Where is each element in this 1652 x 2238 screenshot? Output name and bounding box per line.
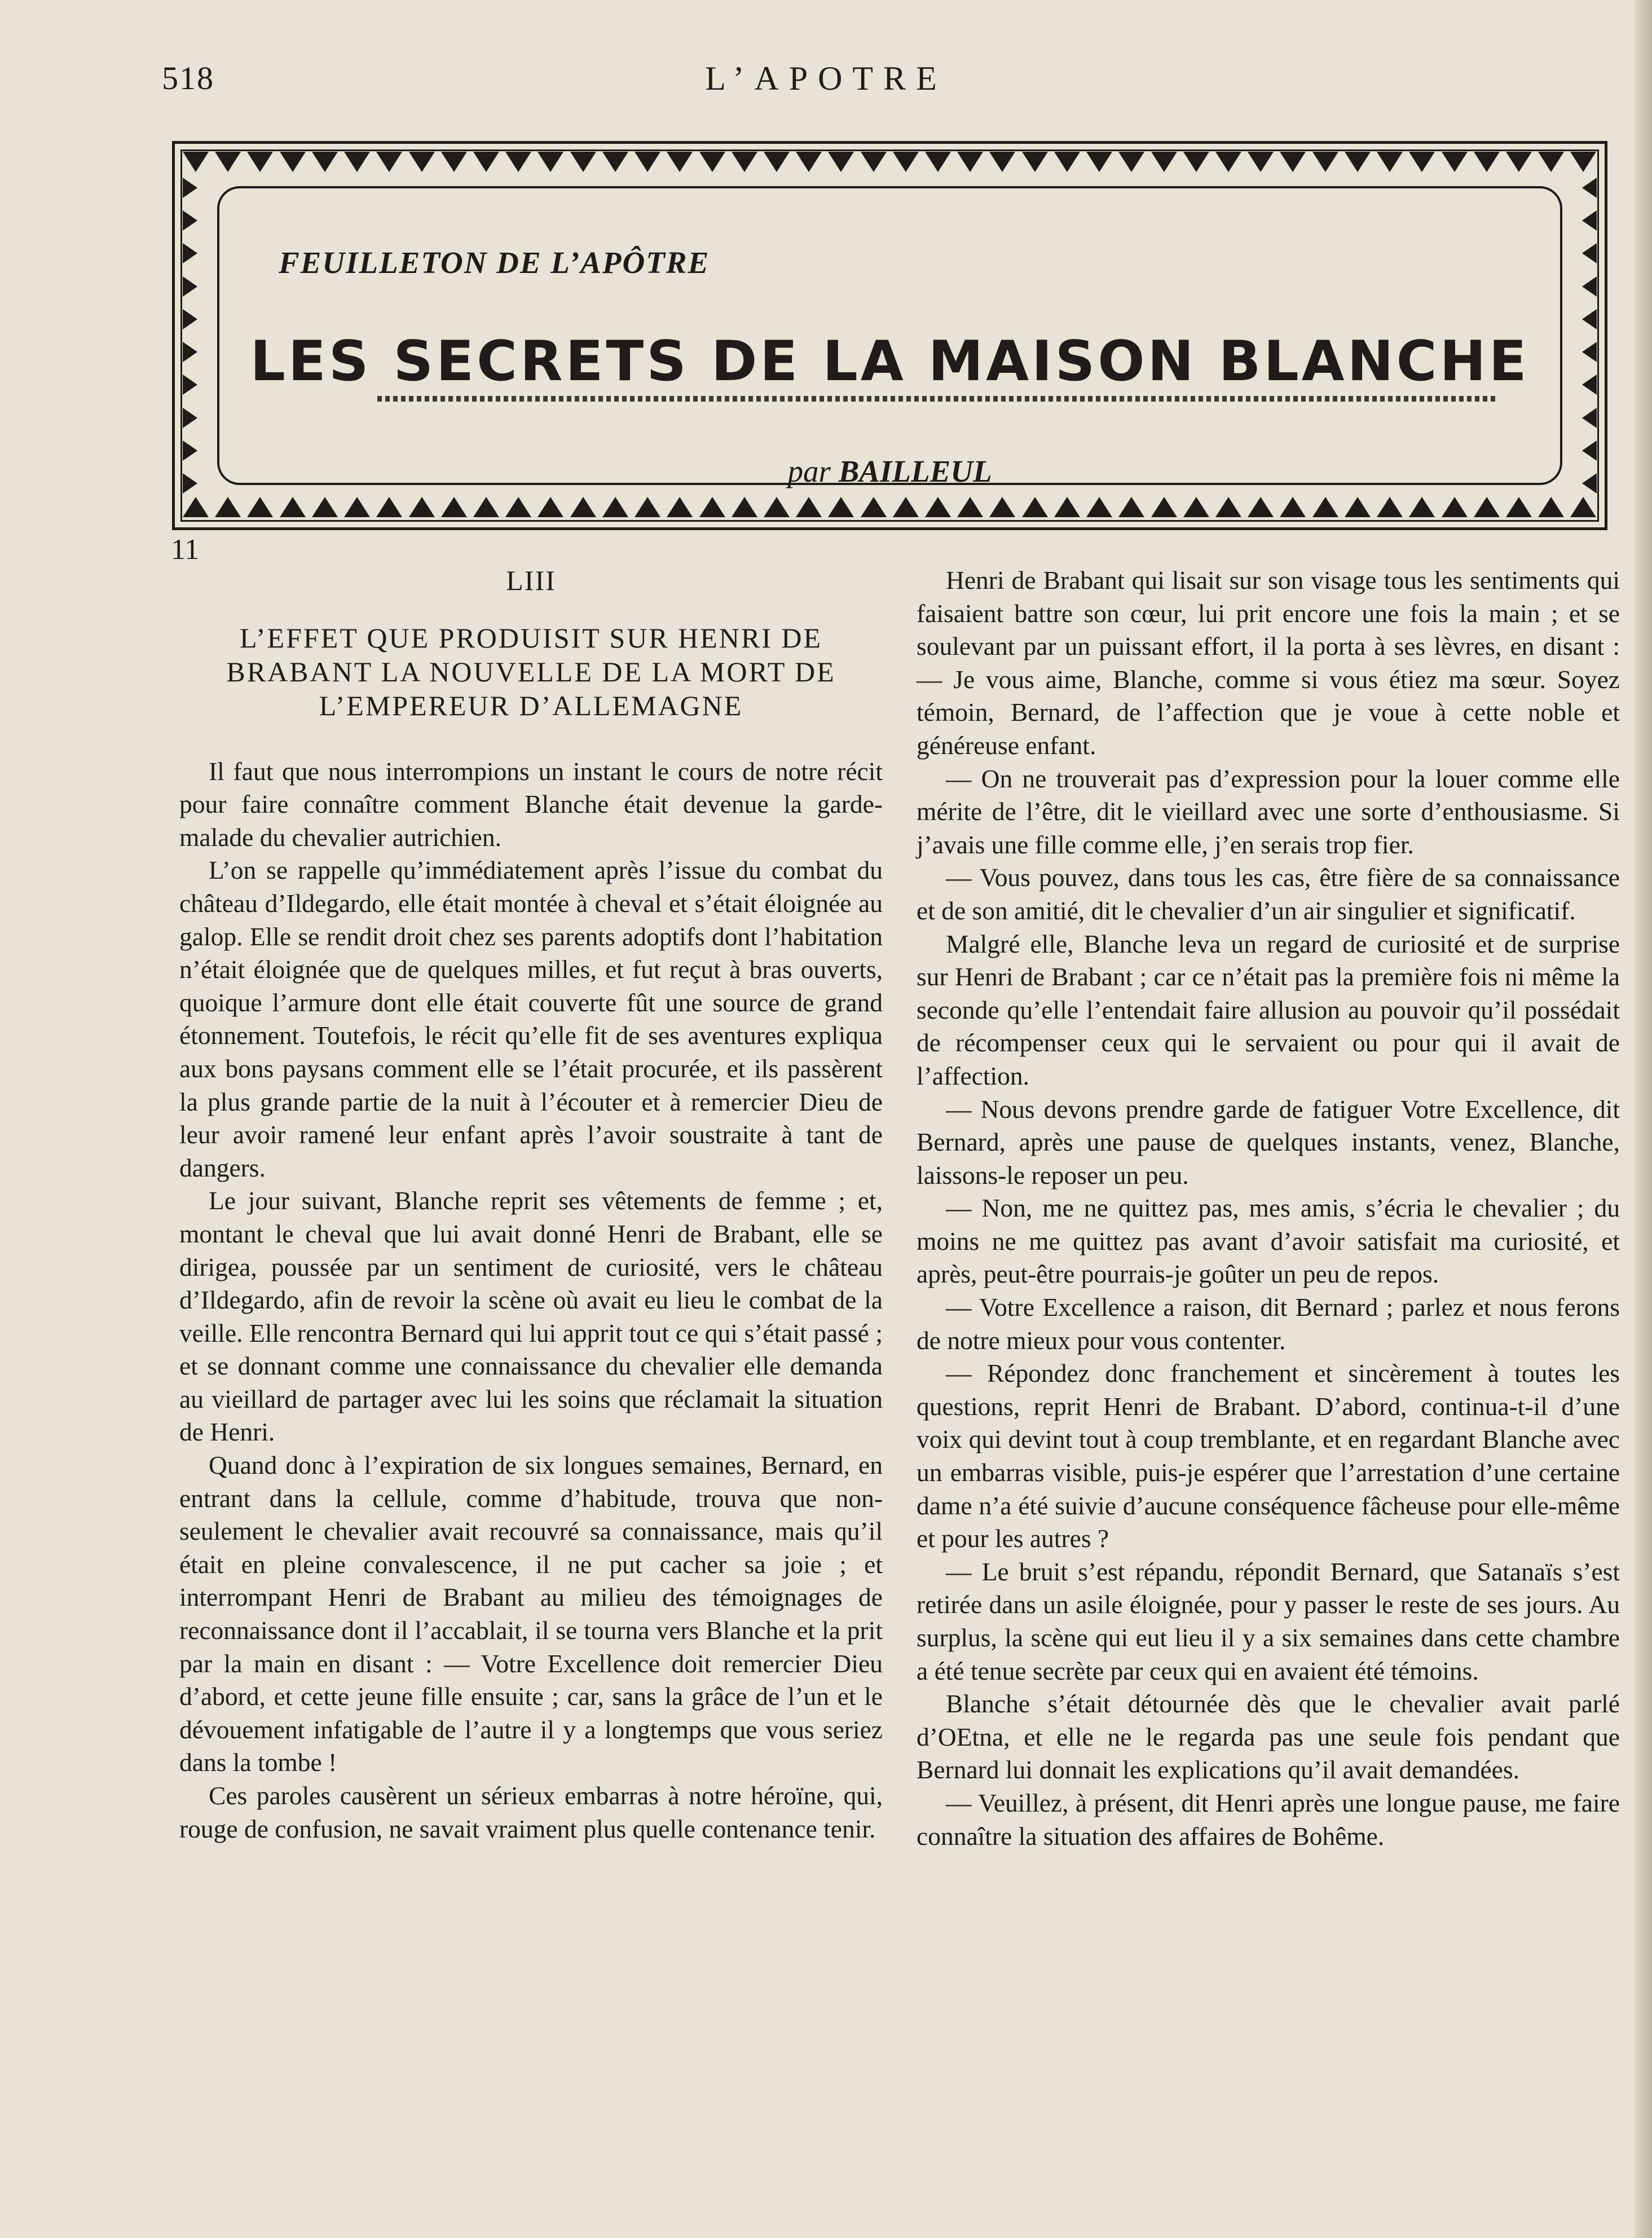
- page-edge: [1635, 0, 1652, 2238]
- frame-ornament-tooth: [1582, 342, 1597, 362]
- paragraph: — Votre Excellence a raison, dit Bernard ; parlez et nous ferons de notre mieux pour vous contenter.: [917, 1293, 1620, 1355]
- frame-bottom-ornament: [183, 497, 1597, 519]
- frame-ornament-tooth: [1582, 309, 1597, 329]
- frame-ornament-tooth: [215, 497, 241, 517]
- paragraph: — Vous pouvez, dans tous les cas, être fière de sa connaissance et de son amitié, dit le chevalier d’un air singulier et significatif.: [917, 863, 1620, 925]
- frame-ornament-tooth: [570, 152, 596, 172]
- frame-ornament-tooth: [957, 497, 983, 517]
- frame-ornament-tooth: [1022, 152, 1048, 172]
- frame-ornament-tooth: [409, 497, 435, 517]
- frame-ornament-tooth: [312, 152, 338, 172]
- frame-ornament-tooth: [183, 497, 209, 517]
- frame-ornament-tooth: [1570, 152, 1596, 172]
- signature-mark: 11: [171, 534, 200, 566]
- chapter-title: L’EFFET QUE PRODUISIT SUR HENRI DE BRABANT LA NOUVELLE DE LA MORT DE L’EMPEREUR D’ALLEMAGNE: [226, 622, 836, 721]
- frame-ornament-tooth: [1054, 497, 1080, 517]
- title-underline: [377, 396, 1497, 402]
- frame-ornament-tooth: [441, 152, 467, 172]
- frame-ornament-tooth: [1312, 152, 1338, 172]
- paragraph: — Nous devons prendre garde de fatiguer Votre Excellence, dit Bernard, après une pause de quelques instants, venez, Blanche, laissons-le reposer un peu.: [917, 1094, 1620, 1190]
- frame-ornament-tooth: [376, 497, 402, 517]
- frame-right-ornament: [1578, 178, 1597, 494]
- paragraph: — Le bruit s’est répandu, répondit Bernard, que Satanaïs s’est retirée dans un asile éloignée, pour y passer le reste de ses jours. Au surplus, la scène qui eut lieu il y a six semaines dans cette chambre a été tenue secrète par ceux qui en avaient été témoins.: [917, 1557, 1620, 1685]
- frame-ornament-tooth: [1151, 152, 1177, 172]
- frame-ornament-tooth: [1474, 152, 1500, 172]
- right-column: [917, 564, 1620, 1853]
- frame-ornament-tooth: [538, 152, 563, 172]
- frame-ornament-tooth: [764, 497, 790, 517]
- frame-ornament-tooth: [280, 152, 306, 172]
- left-column: [179, 564, 883, 1845]
- frame-ornament-tooth: [796, 497, 822, 517]
- frame-ornament-tooth: [925, 152, 951, 172]
- frame-ornament-tooth: [796, 152, 822, 172]
- header-inner-box: [217, 186, 1562, 488]
- frame-ornament-tooth: [828, 497, 854, 517]
- feuilleton-header-frame: [172, 141, 1607, 530]
- chapter-number: LIII: [506, 565, 556, 596]
- paragraph: Malgré elle, Blanche leva un regard de curiosité et de surprise sur Henri de Brabant ; car ce n’était pas la première fois ni même la seconde qu’elle l’entendait faire allusion au pouvoir qu’il possédait de récompenser ceux qui le servaient ou pour qui il avait de l’affection.: [917, 929, 1620, 1090]
- frame-ornament-tooth: [183, 342, 197, 362]
- frame-ornament-tooth: [570, 497, 596, 517]
- frame-ornament-tooth: [1582, 473, 1597, 494]
- frame-ornament-tooth: [1474, 497, 1500, 517]
- frame-ornament-tooth: [280, 497, 306, 517]
- frame-ornament-tooth: [893, 497, 919, 517]
- frame-ornament-tooth: [1409, 152, 1435, 172]
- frame-ornament-tooth: [861, 497, 887, 517]
- frame-ornament-tooth: [1280, 497, 1306, 517]
- frame-ornament-tooth: [1345, 152, 1371, 172]
- frame-ornament-tooth: [1054, 152, 1080, 172]
- frame-ornament-tooth: [667, 497, 693, 517]
- frame-ornament-tooth: [1118, 152, 1144, 172]
- frame-ornament-tooth: [505, 152, 531, 172]
- frame-ornament-tooth: [1582, 178, 1597, 198]
- frame-ornament-tooth: [1582, 210, 1597, 231]
- paragraph: Henri de Brabant qui lisait sur son visage tous les sentiments qui faisaient battre son cœur, lui prit encore une fois la main ; et se soulevant par un puissant effort, il la porta à ses lèvres, en disant : — Je vous aime, Blanche, comme si vous étiez ma sœur. Soyez témoin, Bernard, de l’affection que je voue à cette noble et généreuse enfant.: [917, 566, 1620, 760]
- frame-ornament-tooth: [1409, 497, 1435, 517]
- frame-ornament-tooth: [1506, 152, 1532, 172]
- frame-ornament-tooth: [473, 152, 499, 172]
- frame-ornament-tooth: [1570, 497, 1596, 517]
- frame-ornament-tooth: [1183, 497, 1209, 517]
- frame-ornament-tooth: [441, 497, 467, 517]
- frame-ornament-tooth: [183, 375, 197, 395]
- frame-ornament-tooth: [1215, 152, 1241, 172]
- frame-ornament-tooth: [1582, 243, 1597, 263]
- frame-ornament-tooth: [215, 152, 241, 172]
- frame-ornament-tooth: [1312, 497, 1338, 517]
- frame-left-ornament: [183, 178, 202, 494]
- frame-ornament-tooth: [1086, 497, 1112, 517]
- frame-ornament-tooth: [1086, 152, 1112, 172]
- frame-ornament-tooth: [473, 497, 499, 517]
- frame-ornament-tooth: [183, 243, 197, 263]
- frame-ornament-tooth: [1183, 152, 1209, 172]
- frame-ornament-tooth: [183, 408, 197, 428]
- frame-ornament-tooth: [925, 497, 951, 517]
- frame-ornament-tooth: [1215, 497, 1241, 517]
- frame-ornament-tooth: [183, 152, 209, 172]
- frame-ornament-tooth: [344, 152, 370, 172]
- frame-ornament-tooth: [1538, 497, 1564, 517]
- frame-ornament-tooth: [247, 152, 273, 172]
- frame-ornament-tooth: [861, 152, 887, 172]
- frame-ornament-tooth: [732, 152, 757, 172]
- paragraph: — Veuillez, à présent, dit Henri après une longue pause, me faire connaître la situation des affaires de Bohême.: [917, 1788, 1620, 1851]
- byline-author: BAILLEUL: [838, 454, 992, 488]
- paragraph: L’on se rappelle qu’immédiatement après l’issue du combat du château d’Ildegardo, elle était montée à cheval et s’était éloignée au galop. Elle se rendit droit chez ses parents adoptifs dont l’habitation n’était éloignée que de quelques milles, et fut reçut à bras ouverts, quoique l’armure dont elle était couverte fût une source de grand étonnement. Toutefois, le récit qu’elle fit de ses aventures expliqua aux bons paysans comment elle se l’était procurée, et ils passèrent la plus grande partie de la nuit à l’écouter et à remercier Dieu de leur avoir ramené leur enfant après l’avoir soustraite à tant de dangers.: [179, 856, 883, 1182]
- frame-ornament-tooth: [183, 210, 197, 231]
- frame-ornament-tooth: [183, 178, 197, 198]
- frame-ornament-tooth: [667, 152, 693, 172]
- frame-ornament-tooth: [183, 440, 197, 461]
- frame-ornament-tooth: [893, 152, 919, 172]
- frame-ornament-tooth: [602, 152, 628, 172]
- frame-ornament-tooth: [247, 497, 273, 517]
- frame-ornament-tooth: [1118, 497, 1144, 517]
- frame-ornament-tooth: [183, 473, 197, 494]
- frame-ornament-tooth: [1506, 497, 1532, 517]
- frame-ornament-tooth: [183, 309, 197, 329]
- paragraph: Le jour suivant, Blanche reprit ses vêtements de femme ; et, montant le cheval que lui avait donné Henri de Brabant, elle se dirigea, poussée par un sentiment de curiosité, vers le château d’Ildegardo, afin de revoir la scène où avait eu lieu le combat de la veille. Elle rencontra Bernard qui lui apprit tout ce qui s’était passé ; et se donnant comme une connaissance du chevalier elle demanda au vieillard de partager avec lui les soins que réclamait la situation de Henri.: [179, 1186, 883, 1447]
- frame-ornament-tooth: [1442, 152, 1468, 172]
- frame-ornament-tooth: [1582, 276, 1597, 297]
- frame-ornament-tooth: [732, 497, 757, 517]
- frame-ornament-tooth: [505, 497, 531, 517]
- frame-ornament-tooth: [635, 152, 660, 172]
- paragraph: Il faut que nous interrompions un instant le cours de notre récit pour faire connaître comment Blanche était devenue la garde-malade du chevalier autrichien.: [179, 756, 883, 852]
- frame-ornament-tooth: [409, 152, 435, 172]
- paragraph: Blanche s’était détournée dès que le chevalier avait parlé d’OEtna, et elle ne le regarda pas une seule fois pendant que Bernard lui donnait les explications qu’il avait demandées.: [917, 1689, 1620, 1785]
- frame-ornament-tooth: [699, 497, 725, 517]
- page-number: 518: [162, 60, 214, 96]
- frame-ornament-tooth: [1442, 497, 1468, 517]
- frame-ornament-tooth: [1248, 152, 1274, 172]
- frame-ornament-tooth: [1345, 497, 1371, 517]
- frame-ornament-tooth: [183, 276, 197, 297]
- byline: [219, 453, 1560, 489]
- frame-ornament-tooth: [699, 152, 725, 172]
- paragraph: — Non, me ne quittez pas, mes amis, s’écria le chevalier ; du moins ne me quittez pas avant d’avoir satisfait ma curiosité, et après, peut-être pourrais-je goûter un peu de repos.: [917, 1193, 1620, 1289]
- frame-ornament-tooth: [538, 497, 563, 517]
- byline-par: par: [787, 454, 831, 488]
- frame-ornament-tooth: [1022, 497, 1048, 517]
- feuilleton-label: FEUILLETON DE L’APÔTRE: [279, 245, 710, 280]
- frame-ornament-tooth: [376, 152, 402, 172]
- frame-top-ornament: [183, 152, 1597, 174]
- frame-ornament-tooth: [828, 152, 854, 172]
- frame-ornament-tooth: [344, 497, 370, 517]
- frame-ornament-tooth: [1377, 152, 1403, 172]
- frame-ornament-tooth: [1151, 497, 1177, 517]
- frame-ornament-tooth: [764, 152, 790, 172]
- paragraph: Quand donc à l’expiration de six longues semaines, Bernard, en entrant dans la cellule, comme d’habitude, trouva que non-seulement le chevalier avait recouvré sa connaissance, mais qu’il était en pleine convalescence, il ne put cacher sa joie ; et interrompant Henri de Brabant au milieu des témoignages de reconnaissance dont il l’accablait, il se tourna vers Blanche et la prit par la main en disant : — Votre Excellence doit remercier Dieu d’abord, et cette jeune fille ensuite ; car, sans la grâce de l’un et le dévouement infatigable de l’autre il y a longtemps que vous seriez dans la tombe !: [179, 1451, 883, 1777]
- frame-ornament-tooth: [1538, 152, 1564, 172]
- frame-ornament-tooth: [989, 497, 1015, 517]
- frame-ornament-tooth: [957, 152, 983, 172]
- frame-ornament-tooth: [635, 497, 660, 517]
- paragraph: — Répondez donc franchement et sincèrement à toutes les questions, reprit Henri de Brabant. D’abord, continua-t-il d’une voix qui devint tout à coup tremblante, et en regardant Blanche avec un embarras visible, puis-je espérer que l’arrestation d’une certaine dame n’a été suivie d’aucune conséquence fâcheuse pour elle-même et pour les autres ?: [917, 1359, 1620, 1553]
- paragraph: — On ne trouverait pas d’expression pour la louer comme elle mérite de l’être, dit le vieillard avec une sorte d’enthousiasme. Si j’avais une fille comme elle, j’en serais trop fier.: [917, 764, 1620, 859]
- frame-ornament-tooth: [989, 152, 1015, 172]
- frame-ornament-tooth: [602, 497, 628, 517]
- serial-title: LES SECRETS DE LA MAISON BLANCHE: [250, 329, 1530, 394]
- frame-ornament-tooth: [1582, 375, 1597, 395]
- running-title: L’APOTRE: [705, 60, 947, 97]
- frame-ornament-tooth: [1248, 497, 1274, 517]
- frame-ornament-tooth: [1377, 497, 1403, 517]
- frame-ornament-tooth: [1280, 152, 1306, 172]
- frame-ornament-tooth: [1582, 440, 1597, 461]
- frame-ornament-tooth: [1582, 408, 1597, 428]
- paragraph: Ces paroles causèrent un sérieux embarras à notre héroïne, qui, rouge de confusion, ne savait vraiment plus quelle contenance tenir.: [179, 1781, 883, 1843]
- frame-ornament-tooth: [312, 497, 338, 517]
